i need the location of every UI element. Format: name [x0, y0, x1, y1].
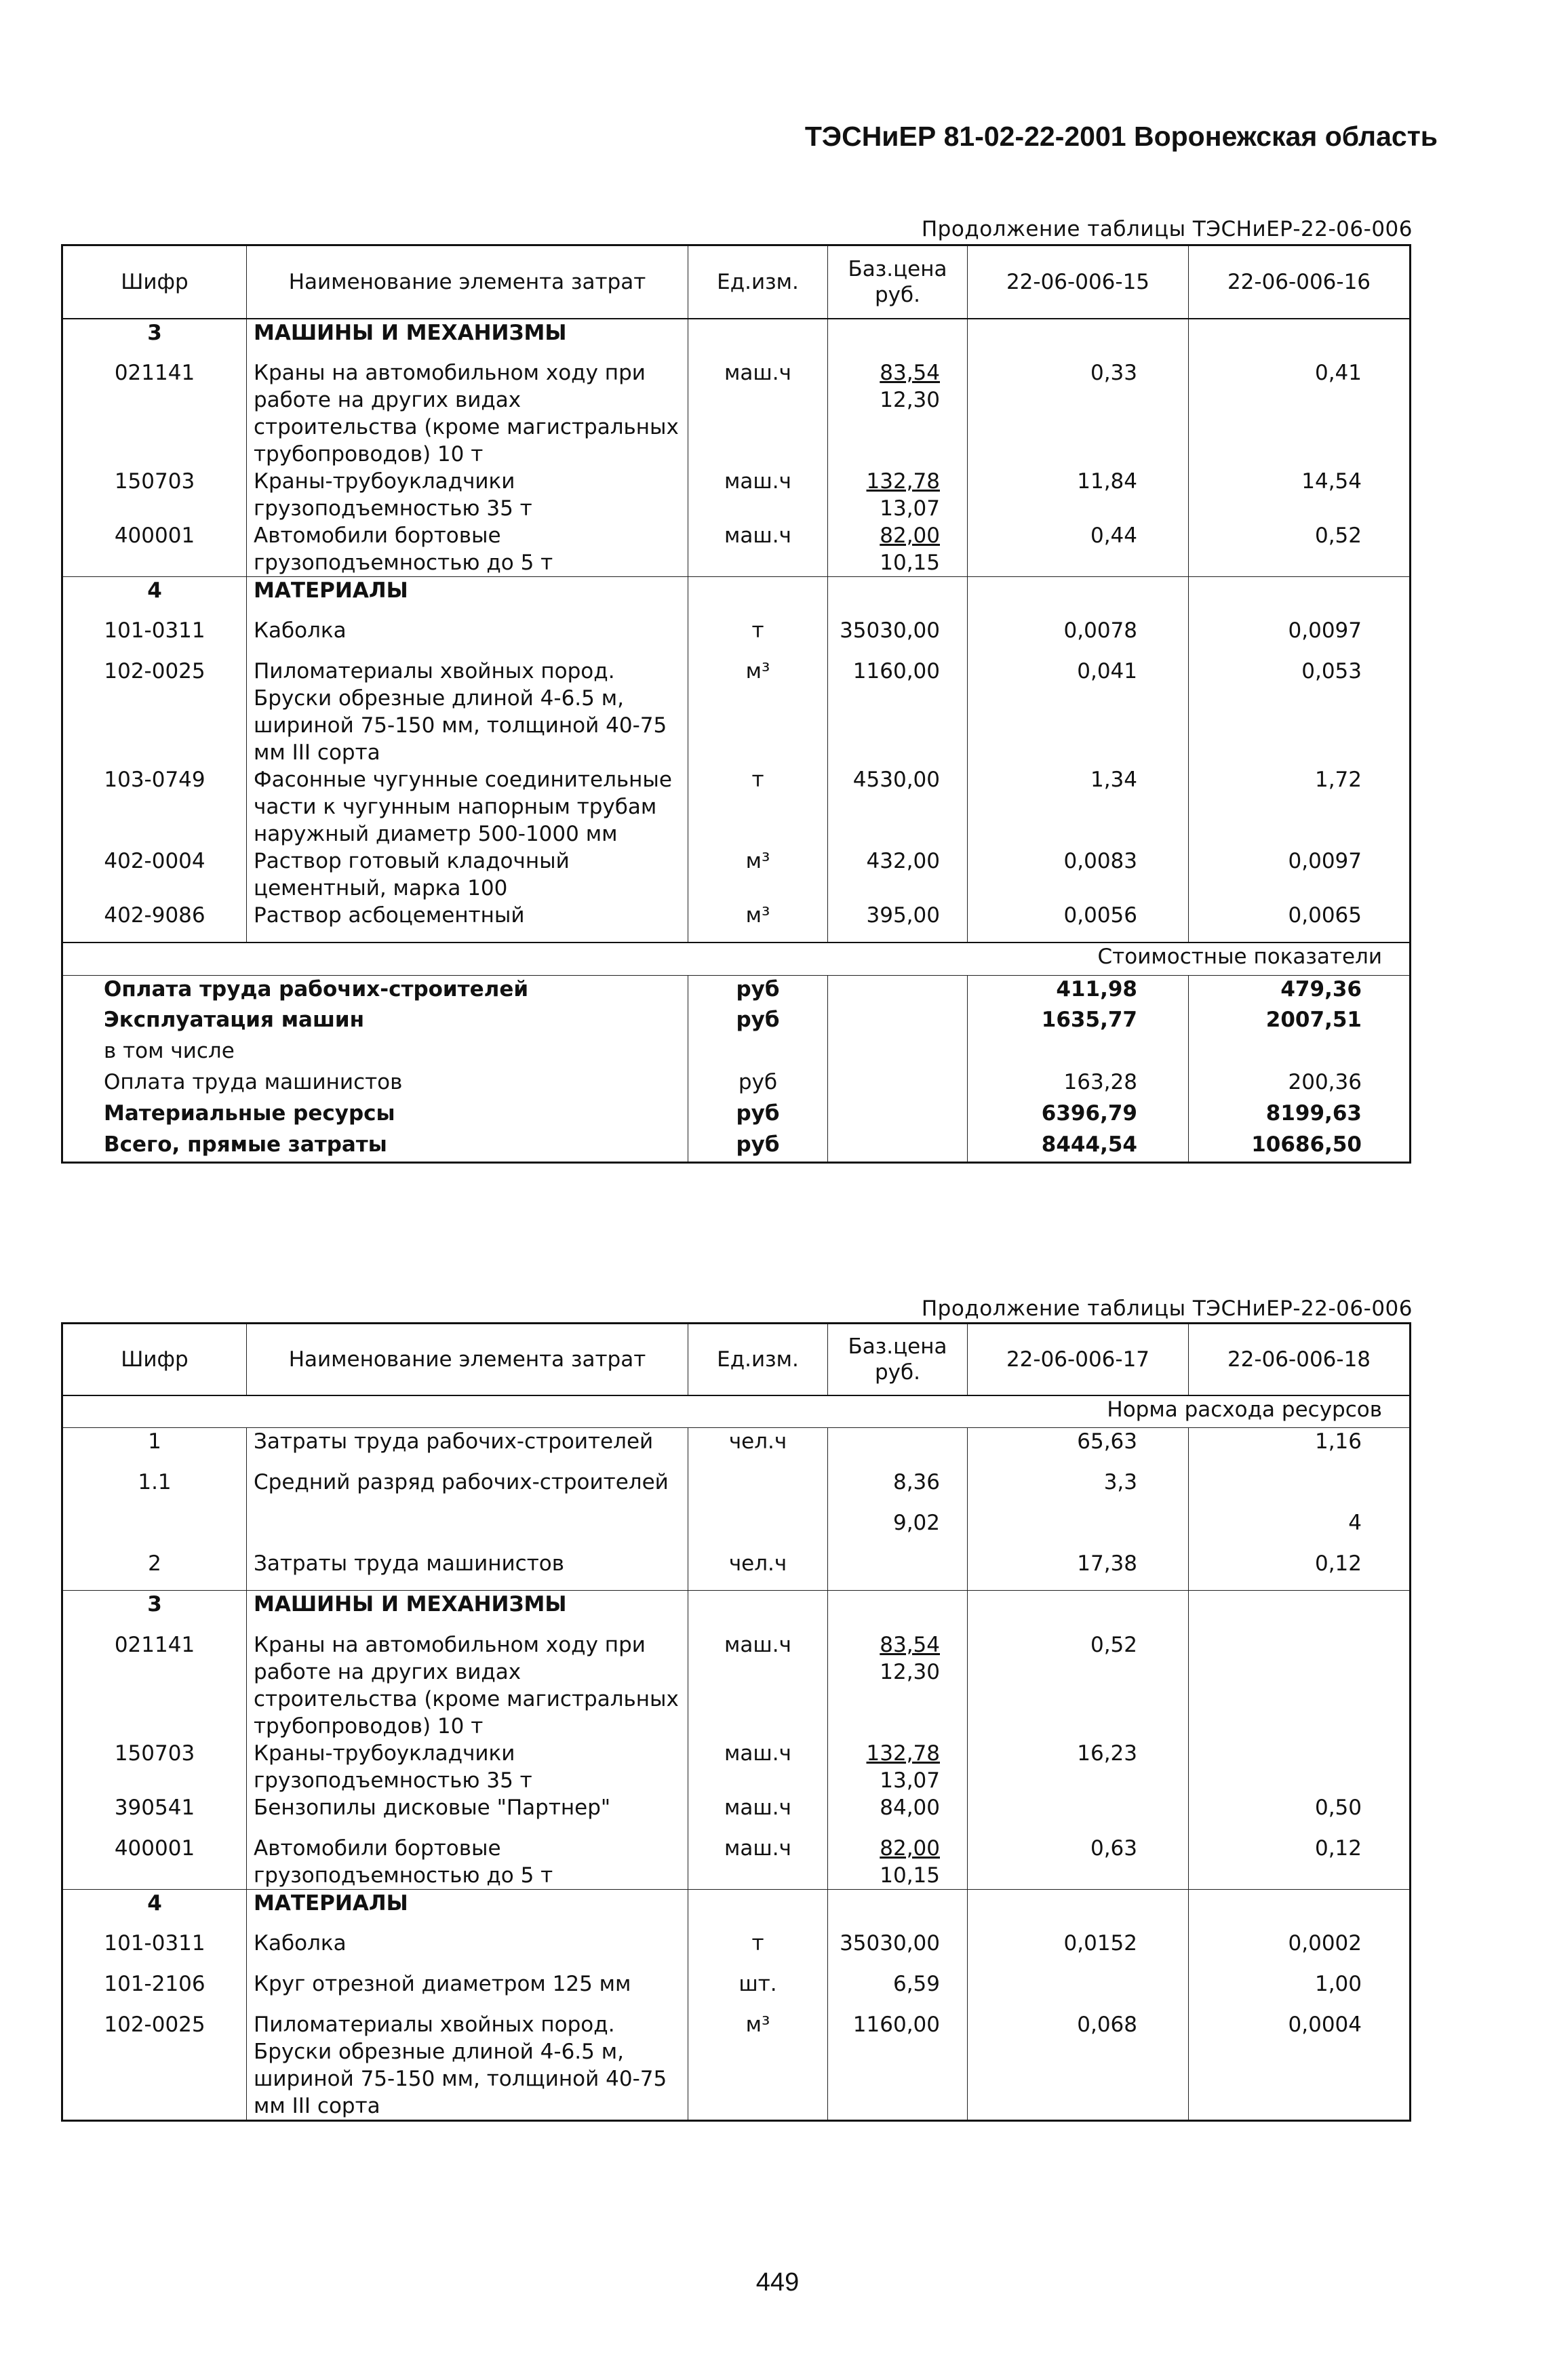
cell-code: 3	[62, 1591, 247, 1631]
cell-code: 021141	[114, 1632, 195, 1657]
cell-name: Бензопилы дисковые "Партнер"	[247, 1794, 688, 1835]
summary-value-1: 163,28	[968, 1069, 1189, 1100]
cell-unit: маш.ч	[688, 1740, 828, 1794]
cell-price	[828, 1835, 968, 1890]
cell-name: Раствор асбоцементный	[247, 902, 688, 943]
price-wage-value: 13,07	[880, 1768, 940, 1793]
price-value: 8,36	[892, 1469, 940, 1494]
table-row	[62, 522, 1411, 577]
price-value: 35030,00	[840, 1931, 940, 1956]
cell-price	[828, 658, 968, 766]
cell-code: 102-0025	[104, 659, 205, 683]
summary-label: в том числе	[104, 1039, 235, 1063]
cell-price	[828, 1889, 968, 1930]
section-row	[62, 576, 1411, 617]
summary-value-2: 200,36	[1189, 1069, 1411, 1100]
summary-row	[62, 1069, 1411, 1100]
table-row	[62, 1835, 1411, 1890]
table-row	[62, 658, 1411, 766]
cell-code: 102-0025	[104, 2012, 205, 2037]
cell-value-1	[968, 1970, 1189, 2011]
col-header: Шифр	[62, 1324, 247, 1395]
cell-value-2	[1189, 1740, 1411, 1794]
summary-empty	[828, 1069, 968, 1100]
col-header: 22-06-006-17	[968, 1324, 1189, 1395]
cell-price	[828, 2011, 968, 2121]
summary-row	[62, 975, 1411, 1006]
cell-value-1: 0,63	[968, 1835, 1189, 1890]
summary-label: Эксплуатация машин	[104, 1008, 365, 1032]
cell-price	[828, 1794, 968, 1835]
cell-price	[828, 617, 968, 658]
summary-unit: руб	[688, 1006, 828, 1037]
cell-value-2	[1189, 1469, 1411, 1509]
table-row	[62, 1469, 1411, 1509]
cell-unit: м³	[688, 658, 828, 766]
section-row	[62, 1889, 1411, 1930]
col-header: Ед.изм.	[688, 1324, 828, 1395]
cell-price	[828, 1428, 968, 1469]
table-row	[62, 1794, 1411, 1835]
summary-value-1	[968, 1037, 1189, 1069]
cell-unit: м³	[688, 902, 828, 943]
price-value: 83,54	[880, 360, 940, 385]
cell-unit: маш.ч	[688, 1835, 828, 1890]
cell-code: 402-9086	[104, 903, 205, 928]
cell-name: Краны на автомобильном ходу при работе на других видах строительства (кроме магистральных трубопроводов) 10 т	[247, 1631, 688, 1740]
table1	[61, 244, 1411, 1164]
section-row	[62, 1591, 1411, 1631]
cell-name: МАШИНЫ И МЕХАНИЗМЫ	[247, 319, 688, 359]
price-wage-value: 13,07	[880, 496, 940, 521]
cell-code: 3	[62, 319, 247, 359]
summary-unit: руб	[688, 1100, 828, 1131]
cell-unit: маш.ч	[688, 1794, 828, 1835]
cell-name: Раствор готовый кладочный цементный, марка 100	[247, 848, 688, 902]
cell-unit: чел.ч	[688, 1428, 828, 1469]
summary-row	[62, 1037, 1411, 1069]
summary-empty	[828, 1037, 968, 1069]
cell-value-1	[968, 1509, 1189, 1550]
cell-value-2	[1189, 576, 1411, 617]
price-value: 82,00	[880, 1836, 940, 1861]
col-header: Баз.цена руб.	[828, 1324, 968, 1395]
cell-price	[828, 522, 968, 577]
price-value: 432,00	[866, 849, 940, 873]
cell-price	[828, 1930, 968, 1970]
table-row	[62, 1428, 1411, 1469]
cell-value-2: 0,12	[1189, 1550, 1411, 1591]
cell-value-1: 0,0078	[968, 617, 1189, 658]
cell-code: 101-0311	[104, 618, 205, 643]
cell-name: МАТЕРИАЛЫ	[247, 1889, 688, 1930]
table-row	[62, 1970, 1411, 2011]
cell-value-1	[968, 1591, 1189, 1631]
table-row	[62, 848, 1411, 902]
cell-unit: м³	[688, 848, 828, 902]
cell-value-2: 1,00	[1189, 1970, 1411, 2011]
cell-value-1: 65,63	[968, 1428, 1189, 1469]
cell-unit: т	[688, 617, 828, 658]
summary-unit: руб	[688, 975, 828, 1006]
cell-code: 1	[148, 1429, 161, 1454]
cell-price	[828, 576, 968, 617]
cell-price	[828, 1550, 968, 1591]
cell-code	[62, 1509, 247, 1550]
cell-price	[828, 468, 968, 522]
summary-label: Оплата труда рабочих-строителей	[104, 976, 529, 1001]
col-header: Ед.изм.	[688, 245, 828, 319]
price-value: 395,00	[866, 903, 940, 928]
cell-name: Автомобили бортовые грузоподъемностью до 5 т	[247, 522, 688, 577]
cell-name: МАШИНЫ И МЕХАНИЗМЫ	[247, 1591, 688, 1631]
page-number: 449	[755, 2268, 800, 2297]
summary-value-2: 479,36	[1189, 975, 1411, 1006]
cell-name: Фасонные чугунные соединительные части к чугунным напорным трубам наружный диаметр 500-1000 мм	[247, 766, 688, 848]
cell-unit	[688, 1591, 828, 1631]
price-value: 132,78	[866, 1741, 940, 1766]
cell-name: Пиломатериалы хвойных пород. Бруски обрезные длиной 4-6.5 м, шириной 75-150 мм, толщиной 40-75 мм III сорта	[247, 658, 688, 766]
table-row	[62, 1550, 1411, 1591]
cell-value-2: 0,0097	[1189, 617, 1411, 658]
cell-name: Краны на автомобильном ходу при работе на других видах строительства (кроме магистральных трубопроводов) 10 т	[247, 359, 688, 468]
cell-value-1: 0,0056	[968, 902, 1189, 943]
cell-value-2: 4	[1189, 1509, 1411, 1550]
cell-name: Затраты труда машинистов	[247, 1550, 688, 1591]
cell-value-1: 0,33	[968, 359, 1189, 468]
cell-unit: м³	[688, 2011, 828, 2121]
col-header: 22-06-006-18	[1189, 1324, 1411, 1395]
price-value: 35030,00	[840, 618, 940, 643]
price-wage-value: 12,30	[880, 387, 940, 412]
cell-price	[828, 1591, 968, 1631]
table-row	[62, 2011, 1411, 2121]
cell-value-2: 0,50	[1189, 1794, 1411, 1835]
summary-value-2	[1189, 1037, 1411, 1069]
cell-price	[828, 1631, 968, 1740]
cell-code: 1.1	[138, 1469, 172, 1494]
summary-empty	[828, 1131, 968, 1162]
cell-name: Круг отрезной диаметром 125 мм	[247, 1970, 688, 2011]
cell-value-2	[1189, 1631, 1411, 1740]
cell-name: Средний разряд рабочих-строителей	[247, 1469, 688, 1509]
cell-value-1: 0,0083	[968, 848, 1189, 902]
cell-name: Каболка	[247, 617, 688, 658]
cell-value-2: 0,053	[1189, 658, 1411, 766]
cell-code: 150703	[114, 1741, 195, 1766]
summary-empty	[828, 1006, 968, 1037]
cell-value-1: 0,068	[968, 2011, 1189, 2121]
price-wage-value: 10,15	[880, 1863, 940, 1888]
summary-unit: руб	[688, 1069, 828, 1100]
cell-unit: т	[688, 1930, 828, 1970]
cell-code: 390541	[114, 1795, 195, 1820]
cell-price	[828, 359, 968, 468]
cell-value-1: 11,84	[968, 468, 1189, 522]
cell-name: Каболка	[247, 1930, 688, 1970]
summary-value-2: 2007,51	[1189, 1006, 1411, 1037]
cell-unit: шт.	[688, 1970, 828, 2011]
col-header: Наименование элемента затрат	[247, 1324, 688, 1395]
resource-norm-label: Норма расхода ресурсов	[62, 1395, 1411, 1428]
table-row	[62, 1631, 1411, 1740]
cell-price	[828, 1509, 968, 1550]
cell-code: 400001	[114, 1836, 195, 1861]
section-row	[62, 319, 1411, 359]
cell-value-1	[968, 576, 1189, 617]
cell-code: 400001	[114, 523, 195, 548]
cost-indicators-label: Стоимостные показатели	[62, 943, 1411, 975]
cell-value-1	[968, 1889, 1189, 1930]
table-row	[62, 766, 1411, 848]
cell-value-1: 0,041	[968, 658, 1189, 766]
summary-value-2: 10686,50	[1189, 1131, 1411, 1162]
cell-value-2: 1,16	[1189, 1428, 1411, 1469]
document-header: ТЭСНиЕР 81-02-22-2001 Воронежская область	[804, 121, 1438, 152]
cell-value-1	[968, 319, 1189, 359]
cell-name	[247, 1509, 688, 1550]
summary-label: Оплата труда машинистов	[104, 1070, 403, 1094]
summary-label: Материальные ресурсы	[104, 1101, 395, 1126]
cell-unit	[688, 576, 828, 617]
cell-code: 150703	[114, 469, 195, 494]
cell-value-1: 1,34	[968, 766, 1189, 848]
cell-code: 4	[62, 1889, 247, 1930]
cell-code: 402-0004	[104, 849, 205, 873]
cell-code: 4	[62, 576, 247, 617]
summary-value-1: 411,98	[968, 975, 1189, 1006]
summary-empty	[828, 1100, 968, 1131]
cell-value-1: 0,44	[968, 522, 1189, 577]
cell-code: 2	[148, 1551, 161, 1576]
summary-row	[62, 1131, 1411, 1162]
cell-value-1: 0,0152	[968, 1930, 1189, 1970]
cell-value-2: 0,12	[1189, 1835, 1411, 1890]
cell-name: МАТЕРИАЛЫ	[247, 576, 688, 617]
summary-value-1: 1635,77	[968, 1006, 1189, 1037]
cell-name: Краны-трубоукладчики грузоподъемностью 35 т	[247, 468, 688, 522]
price-value: 6,59	[892, 1972, 940, 1996]
table1-caption: Продолжение таблицы ТЭСНиЕР-22-06-006	[921, 217, 1413, 241]
cell-code: 101-2106	[104, 1972, 205, 1996]
col-header: 22-06-006-16	[1189, 245, 1411, 319]
cell-code: 021141	[114, 360, 195, 385]
cell-value-2: 0,0002	[1189, 1930, 1411, 1970]
col-header: Наименование элемента затрат	[247, 245, 688, 319]
cell-value-2: 0,0065	[1189, 902, 1411, 943]
cell-name: Автомобили бортовые грузоподъемностью до 5 т	[247, 1835, 688, 1890]
price-wage-value: 12,30	[880, 1659, 940, 1684]
summary-value-2: 8199,63	[1189, 1100, 1411, 1131]
cell-value-2: 0,41	[1189, 359, 1411, 468]
cell-unit	[688, 319, 828, 359]
cell-price	[828, 766, 968, 848]
cell-unit: т	[688, 766, 828, 848]
summary-empty	[828, 975, 968, 1006]
price-value: 1160,00	[852, 659, 940, 683]
table-row	[62, 1930, 1411, 1970]
cell-value-2	[1189, 1591, 1411, 1631]
cell-value-1: 17,38	[968, 1550, 1189, 1591]
table-row	[62, 1740, 1411, 1794]
price-value: 132,78	[866, 469, 940, 494]
cell-unit	[688, 1889, 828, 1930]
price-value: 9,02	[892, 1510, 940, 1535]
table-row	[62, 902, 1411, 943]
cell-value-2	[1189, 319, 1411, 359]
price-value: 83,54	[880, 1632, 940, 1657]
table-row	[62, 468, 1411, 522]
price-value: 82,00	[880, 523, 940, 548]
cell-price	[828, 902, 968, 943]
cell-code: 103-0749	[104, 768, 205, 792]
cell-name: Пиломатериалы хвойных пород. Бруски обрезные длиной 4-6.5 м, шириной 75-150 мм, толщиной 40-75 мм III сорта	[247, 2011, 688, 2121]
cell-price	[828, 848, 968, 902]
table2	[61, 1322, 1411, 2122]
price-wage-value: 10,15	[880, 550, 940, 575]
cell-code: 101-0311	[104, 1931, 205, 1956]
cell-value-1: 3,3	[968, 1469, 1189, 1509]
cell-unit	[688, 1509, 828, 1550]
price-value: 4530,00	[852, 768, 940, 792]
col-header: Шифр	[62, 245, 247, 319]
col-header: 22-06-006-15	[968, 245, 1189, 319]
cell-price	[828, 1740, 968, 1794]
cell-value-2: 1,72	[1189, 766, 1411, 848]
cell-value-2: 0,52	[1189, 522, 1411, 577]
summary-unit	[688, 1037, 828, 1069]
cell-value-2: 0,0004	[1189, 2011, 1411, 2121]
cell-name: Затраты труда рабочих-строителей	[247, 1428, 688, 1469]
summary-unit: руб	[688, 1131, 828, 1162]
summary-row	[62, 1100, 1411, 1131]
cell-unit: маш.ч	[688, 522, 828, 577]
summary-value-1: 6396,79	[968, 1100, 1189, 1131]
cell-unit: маш.ч	[688, 468, 828, 522]
cell-price	[828, 319, 968, 359]
cell-unit: маш.ч	[688, 359, 828, 468]
cell-unit: маш.ч	[688, 1631, 828, 1740]
cell-value-1: 0,52	[968, 1631, 1189, 1740]
cell-unit: чел.ч	[688, 1550, 828, 1591]
cell-name: Краны-трубоукладчики грузоподъемностью 35 т	[247, 1740, 688, 1794]
summary-label: Всего, прямые затраты	[104, 1132, 387, 1157]
cell-value-1	[968, 1794, 1189, 1835]
cell-value-2: 14,54	[1189, 468, 1411, 522]
cell-unit	[688, 1469, 828, 1509]
table-row	[62, 617, 1411, 658]
cell-value-1: 16,23	[968, 1740, 1189, 1794]
summary-row	[62, 1006, 1411, 1037]
col-header: Баз.цена руб.	[828, 245, 968, 319]
cell-price	[828, 1970, 968, 2011]
price-value: 1160,00	[852, 2012, 940, 2037]
price-value: 84,00	[880, 1795, 940, 1820]
summary-value-1: 8444,54	[968, 1131, 1189, 1162]
table-row	[62, 359, 1411, 468]
table2-caption: Продолжение таблицы ТЭСНиЕР-22-06-006	[921, 1296, 1413, 1321]
cell-value-2: 0,0097	[1189, 848, 1411, 902]
cell-price	[828, 1469, 968, 1509]
cell-value-2	[1189, 1889, 1411, 1930]
table-row	[62, 1509, 1411, 1550]
